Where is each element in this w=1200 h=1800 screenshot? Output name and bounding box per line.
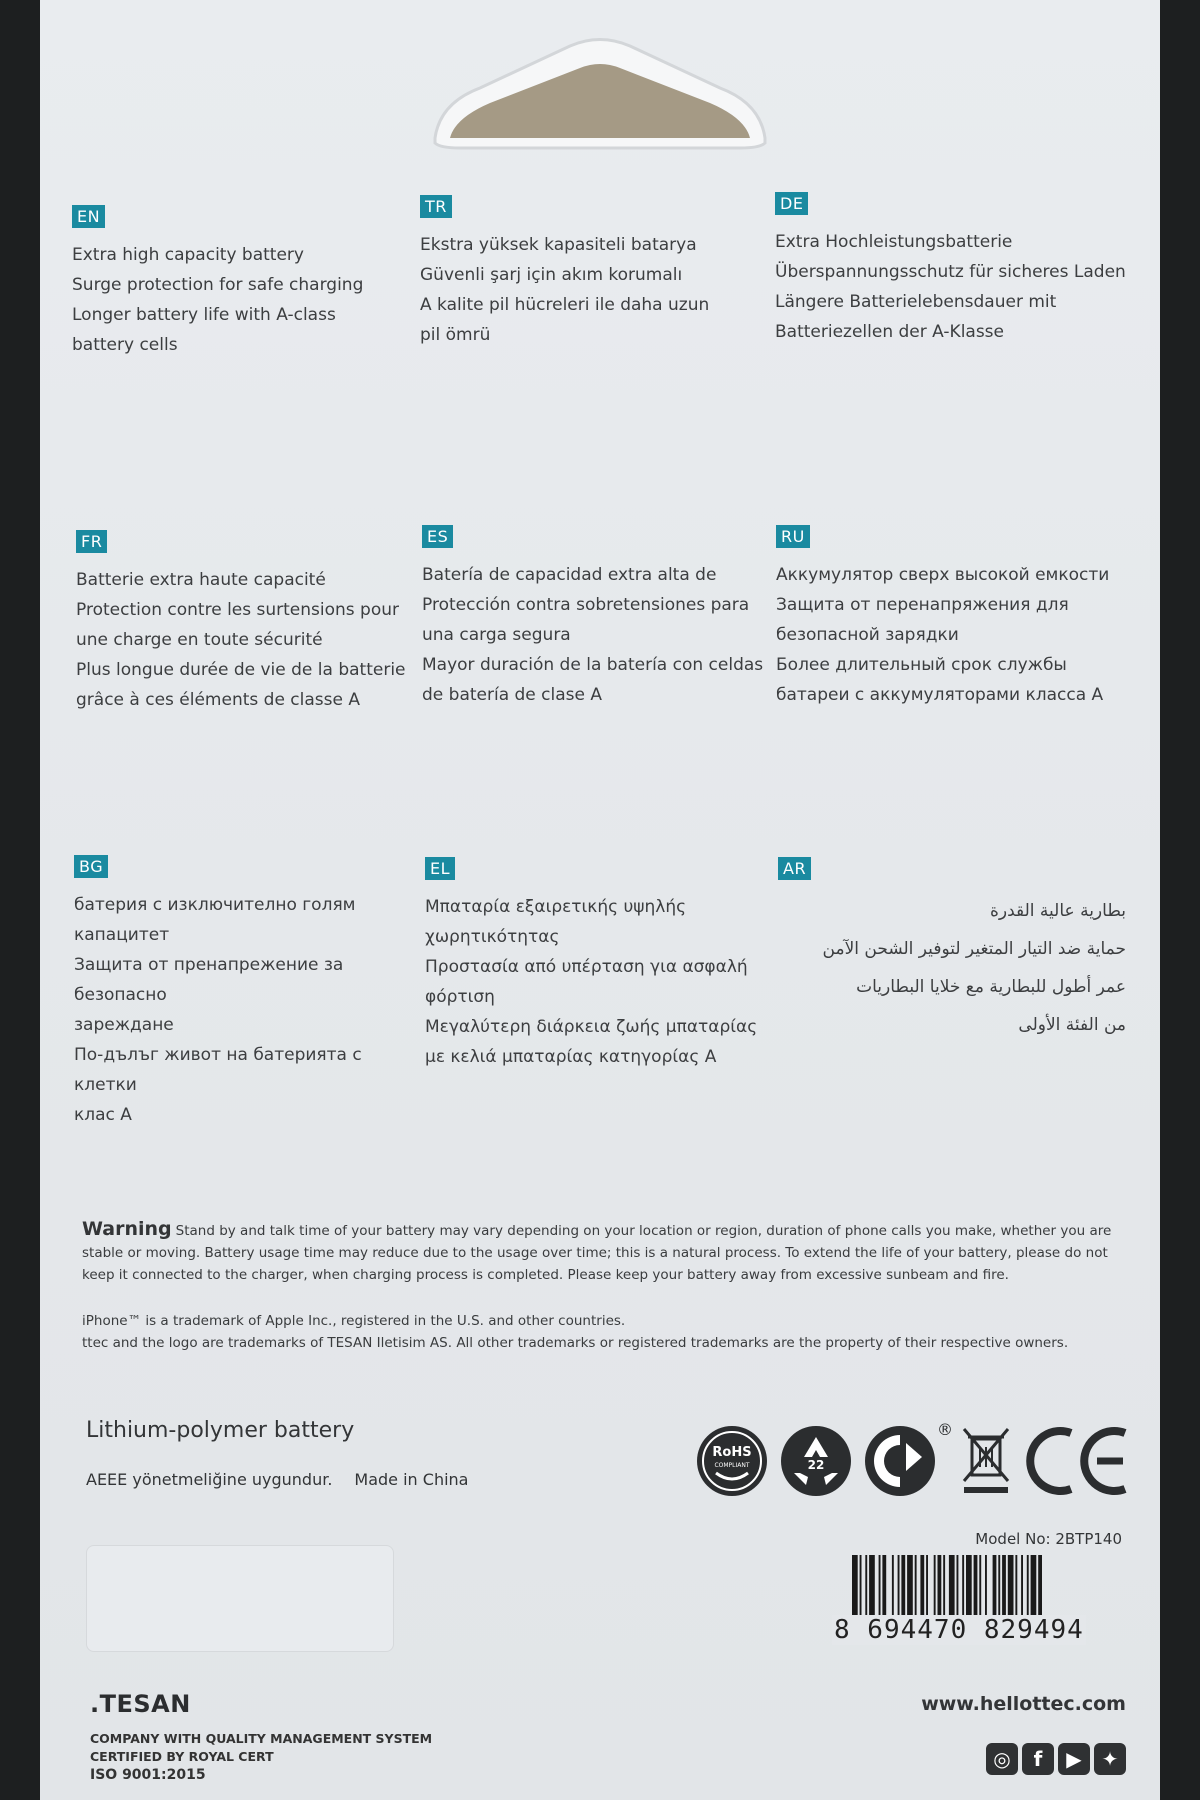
iso-certification: ISO 9001:2015 [90, 1767, 206, 1783]
lang-line: Güvenli şarj için akım korumalı [420, 265, 683, 285]
lang-line: Προστασία από υπέρταση για ασφαλή [425, 957, 748, 977]
rohs-compliant-label: COMPLIANT [714, 1462, 750, 1469]
barcode-bar [1015, 1555, 1017, 1617]
lang-line: battery cells [72, 335, 178, 355]
company-info [90, 1690, 432, 1784]
lang-line: Аккумулятор сверх высокой емкости [776, 565, 1110, 585]
barcode-bar [901, 1555, 905, 1617]
facebook-icon[interactable]: f [1022, 1743, 1054, 1775]
green-dot-icon [862, 1423, 938, 1499]
lang-line: батареи с аккумуляторами класса А [776, 685, 1104, 705]
barcode-bar [869, 1555, 875, 1617]
lang-line: Batteriezellen der A-Klasse [775, 322, 1005, 342]
barcode-digits: 8 694470 829494 [834, 1615, 1084, 1645]
barcode-bar [974, 1555, 978, 1617]
lang-line: من الفئة الأولى [1018, 1015, 1126, 1035]
barcode-bar [865, 1555, 867, 1617]
lang-line: φόρτιση [425, 987, 495, 1007]
barcode-bar [998, 1555, 1000, 1617]
lang-line: Protección contra sobretensiones para [422, 595, 750, 615]
lang-tag: EL [425, 857, 455, 880]
lang-line: بطارية عالية القدرة [989, 901, 1126, 921]
country-of-origin: Made in China [354, 1470, 469, 1489]
model-number: Model No: 2BTP140 [975, 1530, 1122, 1548]
lang-line: عمر أطول للبطارية مع خلايا البطاريات [856, 977, 1126, 997]
lang-tag: EN [72, 205, 105, 228]
barcode-bar [943, 1555, 945, 1617]
company-logo: .TESAN [90, 1690, 191, 1718]
lang-block-es [422, 525, 772, 710]
lang-line: Защита от пренапрежение за безопасно [74, 955, 344, 1005]
registered-mark-text: ® [937, 1420, 953, 1439]
barcode-bar [1027, 1555, 1029, 1617]
lang-block-tr [420, 195, 750, 350]
warning-body: Stand by and talk time of your battery may vary depending on your location or region, duration of phone calls you make, whether you are stable or moving. Battery usage time may reduce due to the usage over time; this is a natural process. To extend the life of your battery, please do not keep it connected to the charger, when charging process is completed. Please keep your battery away from excessive sunbeam and fire. [82, 1223, 1112, 1283]
lang-line: Μπαταρία εξαιρετικής υψηλής [425, 897, 687, 917]
lang-line: зареждане [74, 1015, 174, 1035]
sticker-area [86, 1545, 394, 1652]
compliance-line [86, 1470, 468, 1489]
lang-block-bg [74, 855, 419, 1130]
recycle-icon [778, 1423, 854, 1499]
lang-line: Extra high capacity battery [72, 245, 304, 265]
barcode-bar [852, 1555, 858, 1617]
lang-block-de [775, 192, 1135, 347]
lang-line: Batterie extra haute capacité [76, 570, 326, 590]
lang-line: По-дълъг живот на батерията с клетки [74, 1045, 362, 1095]
website-url[interactable]: www.hellottec.com [921, 1693, 1126, 1715]
barcode-bar [898, 1555, 900, 1617]
trademark-line-ttec: ttec and the logo are trademarks of TESAN Iletisim AS. All other trademarks or registered trademarks are the property of their respective owners. [82, 1335, 1069, 1351]
lang-line: капацитет [74, 925, 170, 945]
barcode-bar [979, 1555, 981, 1617]
lang-block-ru [776, 525, 1136, 710]
barcode-bar [882, 1555, 886, 1617]
barcode-bar [892, 1555, 894, 1617]
lang-line: Защита от перенапряжения для [776, 595, 1069, 615]
lang-tag: TR [420, 195, 452, 218]
lang-block-el [425, 857, 770, 1072]
lang-line: Ekstra yüksek kapasiteli batarya [420, 235, 697, 255]
barcode-bar [993, 1555, 997, 1617]
youtube-icon[interactable]: ▶ [1058, 1743, 1090, 1775]
lang-line: une charge en toute sécurité [76, 630, 323, 650]
lang-block-en [72, 205, 402, 360]
barcode-bar [1038, 1555, 1042, 1617]
lang-line: με κελιά μπαταρίας κατηγορίας Α [425, 1047, 717, 1067]
aeee-compliance: AEEE yönetmeliğine uygundur. [86, 1470, 333, 1489]
barcode-bar [1002, 1555, 1006, 1617]
barcode-bar [915, 1555, 917, 1617]
lang-line: Μεγαλύτερη διάρκεια ζωής μπαταρίας [425, 1017, 758, 1037]
barcode-bar [966, 1555, 972, 1617]
company-cert-line: CERTIFIED BY ROYAL CERT [90, 1749, 274, 1764]
barcode-bar [934, 1555, 936, 1617]
lang-tag: FR [76, 530, 107, 553]
barcode-bar [962, 1555, 964, 1617]
barcode-bar [1031, 1555, 1037, 1617]
lang-line: батерия с изключително голям [74, 895, 356, 915]
lang-line: una carga segura [422, 625, 571, 645]
packaging-back [40, 0, 1160, 1800]
lang-line: Überspannungsschutz für sicheres Laden [775, 262, 1126, 282]
lang-line: клас А [74, 1105, 132, 1125]
rohs-icon [694, 1423, 770, 1499]
barcode-bar [920, 1555, 924, 1617]
lang-line: χωρητικότητας [425, 927, 560, 947]
lang-tag: ES [422, 525, 453, 548]
recycle-number: 22 [807, 1458, 825, 1472]
twitter-icon[interactable]: ✦ [1094, 1743, 1126, 1775]
social-icons [986, 1743, 1126, 1775]
rohs-label: RoHS [712, 1445, 752, 1460]
barcode-bar [879, 1555, 881, 1617]
registered-mark [934, 1419, 956, 1441]
barcode-bar [926, 1555, 928, 1617]
lang-line: de batería de clase A [422, 685, 603, 705]
barcode-bar [1008, 1555, 1014, 1617]
lang-line: Längere Batterielebensdauer mit [775, 292, 1057, 312]
company-qms-line: COMPANY WITH QUALITY MANAGEMENT SYSTEM [90, 1731, 433, 1746]
barcode-bar [957, 1555, 959, 1617]
warning-text [82, 1218, 1122, 1286]
warning-label: Warning [82, 1218, 172, 1240]
barcode-bar [985, 1555, 987, 1617]
certification-logos [690, 1415, 1130, 1500]
lang-tag: RU [776, 525, 810, 548]
lang-line: Более длительный срок службы [776, 655, 1067, 675]
barcode-bar [1021, 1555, 1023, 1617]
lang-line: Extra Hochleistungsbatterie [775, 232, 1013, 252]
lang-line: A kalite pil hücreleri ile daha uzun [420, 295, 710, 315]
hang-hole [420, 28, 780, 163]
product-type: Lithium-polymer battery [86, 1418, 355, 1443]
lang-tag: DE [775, 192, 808, 215]
lang-line: Mayor duración de la batería con celdas [422, 655, 764, 675]
lang-line: Plus longue durée de vie de la batterie [76, 660, 406, 680]
lang-line: grâce à ces éléments de classe A [76, 690, 361, 710]
lang-block-ar [778, 857, 1126, 1044]
lang-line: безопасной зарядки [776, 625, 959, 645]
lang-line: Longer battery life with A-class [72, 305, 336, 325]
barcode-bar [938, 1555, 942, 1617]
barcode-bar [907, 1555, 913, 1617]
instagram-icon[interactable]: ◎ [986, 1743, 1018, 1775]
lang-tag: BG [74, 855, 108, 878]
weee-bin-icon [958, 1421, 1014, 1499]
lang-tag: AR [778, 857, 811, 880]
ce-mark-icon [1025, 1425, 1130, 1497]
lang-line: Surge protection for safe charging [72, 275, 364, 295]
lang-line: pil ömrü [420, 325, 491, 345]
trademark-notice [82, 1310, 1122, 1354]
lang-block-fr [76, 530, 416, 715]
lang-line: Protection contre les surtensions pour [76, 600, 400, 620]
trademark-line-iphone: iPhone™ is a trademark of Apple Inc., registered in the U.S. and other countries. [82, 1313, 626, 1329]
lang-line: حماية ضد التيار المتغير لتوفير الشحن الآمن [822, 939, 1126, 959]
lang-line: Batería de capacidad extra alta de [422, 565, 717, 585]
barcode-bar [860, 1555, 862, 1617]
barcode-bar [949, 1555, 955, 1617]
